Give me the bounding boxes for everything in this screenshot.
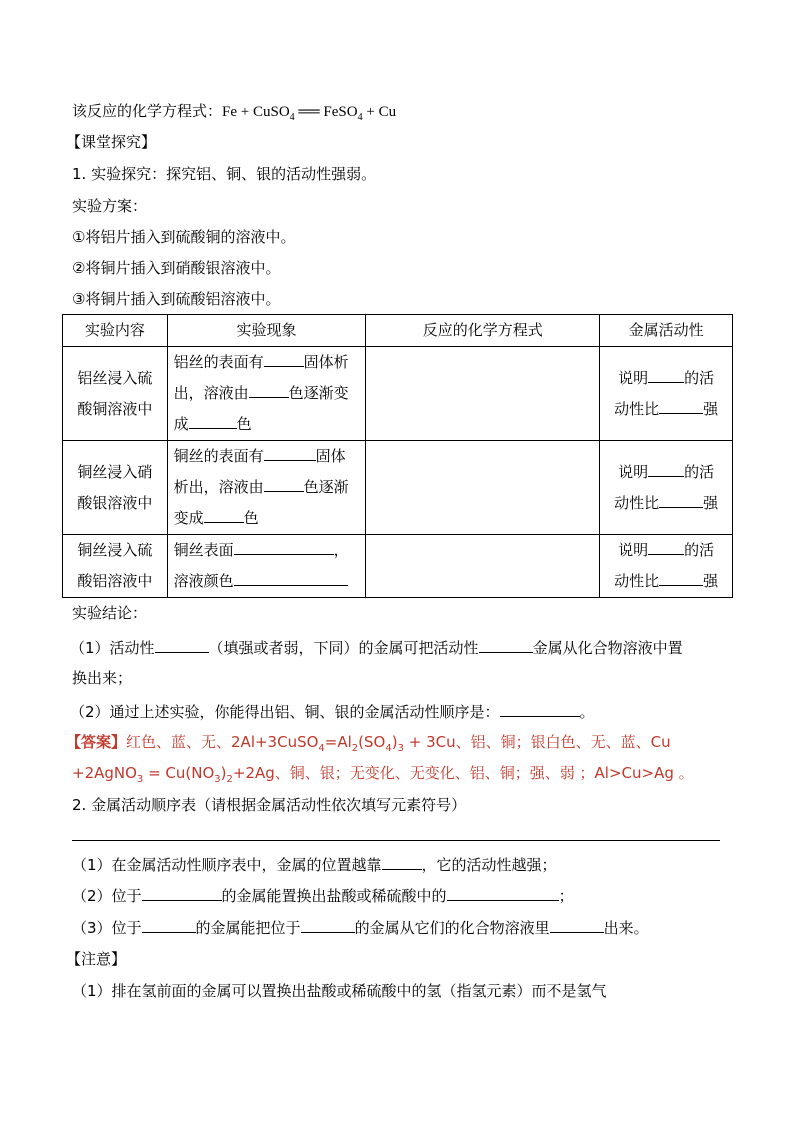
equation-lhs: Fe + CuSO — [222, 104, 290, 120]
r1-text: ，它的活动性越强； — [421, 856, 557, 874]
note-heading: 【注意】 — [66, 950, 127, 968]
phen-text: 铜丝表面 — [173, 541, 234, 559]
content-cell — [63, 347, 168, 441]
act-text: 强 — [703, 572, 719, 590]
equation-cell[interactable] — [366, 441, 600, 535]
phen-text: 固体 — [315, 447, 346, 465]
phen-text: 变成 — [173, 509, 204, 527]
phen-text: 出，溶液由 — [173, 384, 249, 402]
answer-text: ) — [391, 733, 398, 751]
phen-text: 铜丝的表面有 — [173, 447, 264, 465]
act-text: 说明 — [618, 541, 649, 559]
r3-text: 的金属能把位于 — [195, 919, 301, 937]
equation-cell[interactable] — [366, 347, 600, 441]
c1-text: （填强或者弱，下同）的金属可把活动性 — [208, 639, 479, 657]
conclusion-2 — [70, 700, 595, 723]
rule-3 — [72, 916, 649, 939]
answer-text: = Cu(NO — [143, 764, 215, 782]
content-cell — [63, 441, 168, 535]
answer-tag: 【答案】 — [66, 733, 127, 751]
content-text: 酸铜溶液中 — [77, 399, 153, 418]
act-text: 的活 — [684, 462, 715, 481]
answer-blank[interactable] — [142, 884, 222, 901]
c1-text: 金属从化合物溶液中置 — [532, 639, 683, 657]
c1-text: （1）活动性 — [70, 639, 155, 657]
phenomenon-cell — [167, 441, 366, 535]
phen-text: 溶液颜色 — [173, 572, 234, 590]
act-text: 动性比 — [614, 399, 660, 418]
equation-sub: 4 — [289, 112, 295, 123]
act-text: 说明 — [618, 462, 649, 481]
phen-text: 色逐渐变 — [288, 384, 349, 402]
answer-text: 红色、蓝、无、2Al+3CuSO — [126, 733, 319, 751]
header-cell: 反应的化学方程式 — [366, 315, 600, 347]
answer-sub: 3 — [397, 743, 404, 754]
answer-sub: 4 — [318, 743, 325, 754]
answer-blank[interactable] — [382, 853, 422, 870]
answer-blank[interactable] — [142, 916, 196, 933]
answer-blank[interactable] — [648, 366, 684, 383]
answer-sub: 4 — [385, 743, 392, 754]
r2-text: （2）位于 — [72, 887, 142, 905]
plan-item: ③将铜片插入到硫酸铝溶液中。 — [72, 290, 281, 308]
rule-1 — [72, 853, 557, 876]
q2-title: 2. 金属活动顺序表（请根据金属活动性依次填写元素符号） — [72, 796, 467, 814]
answer-sub: 2 — [351, 743, 359, 754]
equation-prefix: 该反应的化学方程式： — [72, 102, 223, 120]
equation-tail: + Cu — [362, 104, 397, 120]
answer-text: + 3Cu、铝、铜；银白色、无、蓝、Cu — [403, 733, 671, 751]
answer-sub: 3 — [136, 774, 144, 785]
answer-text: ) — [220, 764, 227, 782]
conclusion-1 — [70, 636, 683, 659]
phen-text: 析出，溶液由 — [173, 478, 264, 496]
plan-item: ①将铝片插入到硫酸铜的溶液中。 — [72, 228, 296, 246]
answer-text: +2Ag、铜、银；无变化、无变化、铝、铜；强、弱 ；Al>Cu>Ag 。 — [232, 764, 694, 782]
act-text: 说明 — [618, 368, 649, 387]
table-row — [63, 347, 733, 441]
conclusion-1-cont: 换出来； — [72, 669, 133, 687]
activity-cell — [600, 441, 733, 535]
r2-text: 的金属能置换出盐酸或稀硫酸中的 — [221, 887, 447, 905]
q1-title: 1. 实验探究：探究铝、铜、银的活动性强弱。 — [72, 165, 377, 183]
equation-sub: 4 — [357, 112, 363, 123]
section-inquiry-heading: 【课堂探究】 — [66, 133, 157, 151]
answer-blank[interactable] — [659, 491, 703, 508]
table-row — [63, 535, 733, 598]
answer-sub: 2 — [226, 774, 233, 785]
note-1: （1）排在氢前面的金属可以置换出盐酸或稀硫酸中的氢（指氢元素）而不是氢气 — [72, 982, 607, 1000]
phen-text: 色逐渐 — [303, 478, 349, 496]
equation-arrow: ══ — [294, 104, 324, 120]
r3-text: （3）位于 — [72, 919, 142, 937]
activity-cell — [600, 347, 733, 441]
conclusion-label: 实验结论： — [72, 604, 148, 622]
experiment-table — [62, 314, 733, 598]
answer-blank[interactable] — [301, 916, 355, 933]
activity-cell — [600, 535, 733, 598]
answer-blank[interactable] — [155, 636, 209, 653]
answer-blank[interactable] — [249, 381, 289, 398]
answer-blank[interactable] — [204, 506, 244, 523]
phenomenon-cell — [167, 347, 366, 441]
r3-text: 的金属从它们的化合物溶液里 — [354, 919, 550, 937]
answer-line-2 — [72, 762, 694, 784]
content-text: 酸银溶液中 — [77, 493, 153, 512]
phen-text: ， — [333, 541, 349, 559]
header-cell: 实验现象 — [167, 315, 366, 347]
answer-blank[interactable] — [648, 538, 684, 555]
answer-blank[interactable] — [659, 569, 703, 586]
content-text: 铜丝浸入硝 — [77, 462, 153, 481]
act-text: 动性比 — [614, 493, 660, 512]
answer-blank[interactable] — [659, 397, 703, 414]
answer-sub: 3 — [214, 774, 221, 785]
c2-text: 。 — [579, 703, 595, 721]
content-text: 铜丝浸入硫 — [77, 541, 153, 559]
c2-text: （2）通过上述实验，你能得出铝、铜、银的金属活动性顺序是： — [70, 703, 500, 721]
activity-series-blank-line[interactable] — [72, 840, 720, 841]
equation-line — [72, 100, 396, 123]
phen-text: 铝丝的表面有 — [173, 353, 264, 371]
act-text: 强 — [703, 399, 719, 418]
act-text: 的活 — [684, 368, 715, 387]
answer-blank[interactable] — [550, 916, 604, 933]
r1-text: （1）在金属活动性顺序表中，金属的位置越靠 — [72, 856, 382, 874]
r3-text: 出来。 — [603, 919, 649, 937]
act-text: 强 — [703, 493, 719, 512]
content-cell — [63, 535, 168, 598]
answer-blank[interactable] — [189, 412, 237, 429]
answer-blank[interactable] — [648, 460, 684, 477]
equation-rhs: FeSO — [323, 104, 358, 120]
act-text: 动性比 — [614, 572, 660, 590]
rule-2 — [72, 884, 574, 907]
plan-label: 实验方案： — [72, 197, 148, 215]
answer-text: +2AgNO — [72, 764, 137, 782]
answer-blank[interactable] — [447, 884, 559, 901]
phen-text: 色 — [243, 509, 259, 527]
answer-blank[interactable] — [234, 569, 348, 586]
table-header-row — [63, 315, 733, 347]
answer-blank[interactable] — [479, 636, 533, 653]
equation-cell[interactable] — [366, 535, 600, 598]
answer-blank[interactable] — [264, 350, 304, 367]
answer-line-1 — [66, 731, 671, 753]
r2-text: ； — [558, 887, 574, 905]
header-cell: 金属活动性 — [600, 315, 733, 347]
phen-text: 固体析 — [303, 353, 349, 371]
answer-blank[interactable] — [264, 475, 304, 492]
answer-blank[interactable] — [500, 700, 580, 717]
content-text: 酸铝溶液中 — [77, 572, 153, 590]
table-row — [63, 441, 733, 535]
answer-blank[interactable] — [234, 538, 334, 555]
plan-item: ②将铜片插入到硝酸银溶液中。 — [72, 259, 281, 277]
answer-text: (SO — [358, 733, 386, 751]
content-text: 铝丝浸入硫 — [77, 368, 153, 387]
act-text: 的活 — [684, 541, 715, 559]
phen-text: 色 — [236, 415, 252, 433]
phen-text: 成 — [173, 415, 189, 433]
header-cell: 实验内容 — [63, 315, 168, 347]
answer-blank[interactable] — [264, 444, 316, 461]
phenomenon-cell — [167, 535, 366, 598]
answer-text: =Al — [324, 733, 352, 751]
